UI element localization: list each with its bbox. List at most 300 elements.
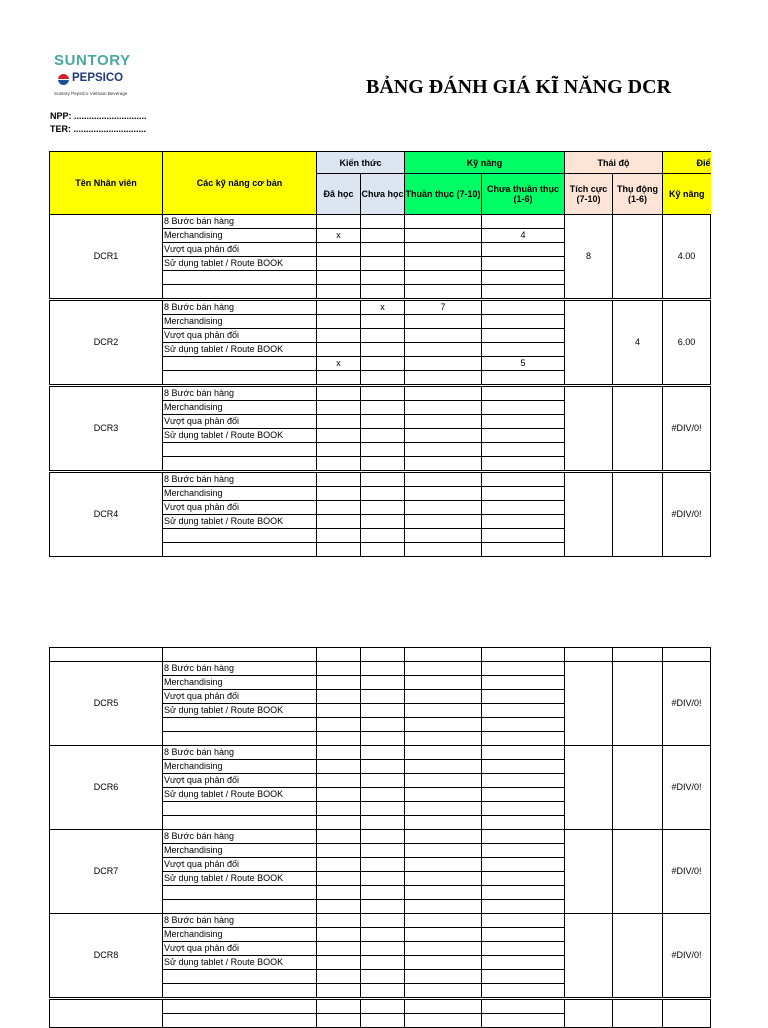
not-proficient-cell <box>482 956 565 970</box>
skill-label <box>163 732 317 746</box>
not-studied-cell <box>361 984 405 999</box>
not-proficient-cell <box>482 984 565 999</box>
not-studied-cell <box>361 429 405 443</box>
not-studied-cell <box>361 788 405 802</box>
proficient-cell <box>405 285 482 300</box>
table-row <box>50 746 711 760</box>
employee-name: DCR2 <box>50 300 163 386</box>
proficient-cell <box>405 732 482 746</box>
empty-cell <box>361 648 405 662</box>
studied-cell <box>317 830 361 844</box>
proficient-cell: 7 <box>405 300 482 315</box>
skill-label: Sử dụng tablet / Route BOOK <box>163 429 317 443</box>
skill-label <box>163 984 317 999</box>
studied-cell <box>317 515 361 529</box>
not-studied-cell <box>361 386 405 401</box>
studied-cell <box>317 690 361 704</box>
not-studied-cell <box>361 371 405 386</box>
not-proficient-cell <box>482 676 565 690</box>
studied-cell <box>317 802 361 816</box>
not-studied-cell <box>361 858 405 872</box>
not-proficient-cell <box>482 285 565 300</box>
proficient-cell <box>405 844 482 858</box>
studied-cell <box>317 429 361 443</box>
proficient-cell <box>405 942 482 956</box>
proficient-cell <box>405 443 482 457</box>
skill-label: Sử dụng tablet / Route BOOK <box>163 704 317 718</box>
not-studied-cell <box>361 746 405 760</box>
skill-label <box>163 357 317 371</box>
score-cell: #DIV/0! <box>663 746 711 830</box>
score-cell: #DIV/0! <box>663 472 711 557</box>
empty-cell <box>50 648 163 662</box>
not-proficient-cell <box>482 315 565 329</box>
not-proficient-cell <box>482 872 565 886</box>
page-title: BẢNG ĐÁNH GIÁ KĨ NĂNG DCR <box>366 76 672 98</box>
score-cell: #DIV/0! <box>663 386 711 472</box>
skill-label: Vượt qua phản đối <box>163 690 317 704</box>
skill-label: 8 Bước bán hàng <box>163 215 317 229</box>
not-proficient-cell <box>482 487 565 501</box>
skill-label: 8 Bước bán hàng <box>163 386 317 401</box>
not-studied-cell <box>361 732 405 746</box>
passive-cell <box>613 830 663 914</box>
not-proficient-cell <box>482 343 565 357</box>
not-studied-cell <box>361 329 405 343</box>
skill-label <box>163 816 317 830</box>
not-proficient-cell <box>482 774 565 788</box>
not-proficient-cell <box>482 472 565 487</box>
not-proficient-cell <box>482 243 565 257</box>
not-proficient-cell <box>482 415 565 429</box>
not-studied-cell <box>361 830 405 844</box>
skill-label: Merchandising <box>163 229 317 243</box>
studied-cell <box>317 844 361 858</box>
skill-label <box>163 970 317 984</box>
empty-cell <box>663 648 711 662</box>
proficient-cell <box>405 415 482 429</box>
not-proficient-cell <box>482 858 565 872</box>
studied-cell <box>317 457 361 472</box>
not-studied-cell <box>361 872 405 886</box>
passive-cell <box>613 386 663 472</box>
skill-label <box>163 718 317 732</box>
studied-cell <box>317 704 361 718</box>
header-not-proficient: Chưa thuần thục (1-6) <box>482 174 565 215</box>
not-studied-cell <box>361 999 405 1014</box>
ter-field: TER: ............................. <box>50 124 147 134</box>
skill-label: Vượt qua phản đối <box>163 415 317 429</box>
studied-cell <box>317 760 361 774</box>
continuation-row <box>50 648 711 662</box>
proficient-cell <box>405 1014 482 1028</box>
proficient-cell <box>405 487 482 501</box>
not-proficient-cell <box>482 662 565 676</box>
not-proficient-cell <box>482 788 565 802</box>
header-not-studied: Chưa học <box>361 174 405 215</box>
studied-cell <box>317 970 361 984</box>
header-row-1 <box>50 152 711 174</box>
proficient-cell <box>405 257 482 271</box>
not-proficient-cell: 4 <box>482 229 565 243</box>
not-studied-cell <box>361 472 405 487</box>
not-studied-cell <box>361 662 405 676</box>
table-row <box>50 830 711 844</box>
proficient-cell <box>405 371 482 386</box>
skill-label <box>163 886 317 900</box>
studied-cell <box>317 271 361 285</box>
proficient-cell <box>405 788 482 802</box>
proficient-cell <box>405 386 482 401</box>
studied-cell: x <box>317 229 361 243</box>
skill-label <box>163 1014 317 1028</box>
studied-cell <box>317 401 361 415</box>
not-studied-cell <box>361 443 405 457</box>
not-studied-cell <box>361 914 405 928</box>
employee-name: DCR3 <box>50 386 163 472</box>
proficient-cell <box>405 457 482 472</box>
proficient-cell <box>405 529 482 543</box>
studied-cell <box>317 872 361 886</box>
proficient-cell <box>405 429 482 443</box>
not-proficient-cell <box>482 529 565 543</box>
passive-cell <box>613 472 663 557</box>
skill-label: 8 Bước bán hàng <box>163 914 317 928</box>
skill-label: 8 Bước bán hàng <box>163 830 317 844</box>
proficient-cell <box>405 229 482 243</box>
proficient-cell <box>405 802 482 816</box>
proficient-cell <box>405 886 482 900</box>
proficient-cell <box>405 243 482 257</box>
logo-suntory-text: SUNTORY <box>54 52 131 69</box>
not-proficient-cell <box>482 457 565 472</box>
skill-label <box>163 443 317 457</box>
proficient-cell <box>405 746 482 760</box>
pepsi-globe-icon <box>58 74 69 85</box>
skill-label: 8 Bước bán hàng <box>163 472 317 487</box>
not-proficient-cell <box>482 816 565 830</box>
studied-cell <box>317 816 361 830</box>
header-studied: Đã học <box>317 174 361 215</box>
skill-label: Sử dụng tablet / Route BOOK <box>163 515 317 529</box>
score-cell <box>663 999 711 1028</box>
not-studied-cell <box>361 704 405 718</box>
skills-table-page-1 <box>49 151 711 557</box>
proficient-cell <box>405 928 482 942</box>
studied-cell <box>317 788 361 802</box>
not-proficient-cell <box>482 999 565 1014</box>
skill-label: Sử dụng tablet / Route BOOK <box>163 257 317 271</box>
not-proficient-cell: 5 <box>482 357 565 371</box>
passive-cell <box>613 662 663 746</box>
studied-cell <box>317 774 361 788</box>
skill-label: Merchandising <box>163 315 317 329</box>
studied-cell <box>317 914 361 928</box>
skill-label: Sử dụng tablet / Route BOOK <box>163 788 317 802</box>
studied-cell <box>317 501 361 515</box>
studied-cell <box>317 443 361 457</box>
not-proficient-cell <box>482 970 565 984</box>
not-studied-cell <box>361 844 405 858</box>
not-proficient-cell <box>482 329 565 343</box>
not-studied-cell <box>361 690 405 704</box>
empty-cell <box>163 648 317 662</box>
not-studied-cell <box>361 942 405 956</box>
empty-cell <box>613 648 663 662</box>
positive-cell <box>565 999 613 1028</box>
skill-label: Merchandising <box>163 844 317 858</box>
not-studied-cell <box>361 676 405 690</box>
not-studied-cell <box>361 900 405 914</box>
not-proficient-cell <box>482 429 565 443</box>
skill-label <box>163 285 317 300</box>
not-proficient-cell <box>482 942 565 956</box>
not-studied-cell <box>361 816 405 830</box>
positive-cell <box>565 386 613 472</box>
score-cell: 6.00 <box>663 300 711 386</box>
not-proficient-cell <box>482 802 565 816</box>
not-studied-cell <box>361 457 405 472</box>
header-score-skill: Kỹ năng <box>663 174 711 215</box>
not-proficient-cell <box>482 257 565 271</box>
skills-table-page-2 <box>49 647 711 1028</box>
studied-cell <box>317 315 361 329</box>
header-attitude: Thái độ <box>565 152 663 174</box>
studied-cell <box>317 928 361 942</box>
not-studied-cell <box>361 487 405 501</box>
table-row <box>50 662 711 676</box>
not-studied-cell <box>361 718 405 732</box>
skill-label: Vượt qua phản đối <box>163 501 317 515</box>
proficient-cell <box>405 501 482 515</box>
proficient-cell <box>405 760 482 774</box>
studied-cell <box>317 984 361 999</box>
studied-cell <box>317 285 361 300</box>
not-studied-cell <box>361 257 405 271</box>
not-studied-cell <box>361 774 405 788</box>
proficient-cell <box>405 662 482 676</box>
skill-label: Sử dụng tablet / Route BOOK <box>163 956 317 970</box>
skill-label: Merchandising <box>163 676 317 690</box>
studied-cell <box>317 900 361 914</box>
not-studied-cell <box>361 501 405 515</box>
proficient-cell <box>405 357 482 371</box>
proficient-cell <box>405 830 482 844</box>
header-positive: Tích cực (7-10) <box>565 174 613 215</box>
studied-cell: x <box>317 357 361 371</box>
not-studied-cell <box>361 543 405 557</box>
not-proficient-cell <box>482 443 565 457</box>
skill-label <box>163 457 317 472</box>
studied-cell <box>317 529 361 543</box>
passive-cell: 4 <box>613 300 663 386</box>
empty-cell <box>317 648 361 662</box>
not-studied-cell <box>361 415 405 429</box>
not-proficient-cell <box>482 300 565 315</box>
skill-label <box>163 999 317 1014</box>
proficient-cell <box>405 343 482 357</box>
employee-name: DCR4 <box>50 472 163 557</box>
passive-cell <box>613 999 663 1028</box>
not-proficient-cell <box>482 1014 565 1028</box>
not-studied-cell <box>361 315 405 329</box>
not-studied-cell <box>361 271 405 285</box>
employee-name: DCR5 <box>50 662 163 746</box>
not-proficient-cell <box>482 401 565 415</box>
studied-cell <box>317 1014 361 1028</box>
not-proficient-cell <box>482 718 565 732</box>
skill-label: Vượt qua phản đối <box>163 774 317 788</box>
employee-name: DCR7 <box>50 830 163 914</box>
studied-cell <box>317 487 361 501</box>
proficient-cell <box>405 690 482 704</box>
studied-cell <box>317 999 361 1014</box>
proficient-cell <box>405 315 482 329</box>
studied-cell <box>317 386 361 401</box>
proficient-cell <box>405 774 482 788</box>
positive-cell: 8 <box>565 215 613 300</box>
not-studied-cell <box>361 401 405 415</box>
empty-cell <box>482 648 565 662</box>
proficient-cell <box>405 858 482 872</box>
not-studied-cell <box>361 285 405 300</box>
proficient-cell <box>405 515 482 529</box>
proficient-cell <box>405 816 482 830</box>
header-score-group: Điể <box>663 152 711 174</box>
studied-cell <box>317 371 361 386</box>
company-logo <box>52 52 144 100</box>
not-proficient-cell <box>482 690 565 704</box>
not-proficient-cell <box>482 386 565 401</box>
score-cell: #DIV/0! <box>663 830 711 914</box>
proficient-cell <box>405 271 482 285</box>
proficient-cell <box>405 215 482 229</box>
employee-name <box>50 999 163 1028</box>
skill-label: Sử dụng tablet / Route BOOK <box>163 343 317 357</box>
header-skill-group: Kỹ năng <box>405 152 565 174</box>
studied-cell <box>317 676 361 690</box>
score-cell: #DIV/0! <box>663 914 711 999</box>
not-proficient-cell <box>482 746 565 760</box>
skill-label <box>163 529 317 543</box>
not-studied-cell <box>361 802 405 816</box>
studied-cell <box>317 543 361 557</box>
skill-label <box>163 543 317 557</box>
studied-cell <box>317 886 361 900</box>
skill-label <box>163 371 317 386</box>
skill-label: Vượt qua phản đối <box>163 942 317 956</box>
not-studied-cell <box>361 760 405 774</box>
positive-cell <box>565 746 613 830</box>
table-row <box>50 386 711 401</box>
not-proficient-cell <box>482 371 565 386</box>
studied-cell <box>317 329 361 343</box>
table-row <box>50 472 711 487</box>
positive-cell <box>565 830 613 914</box>
not-studied-cell <box>361 970 405 984</box>
proficient-cell <box>405 401 482 415</box>
skill-label: 8 Bước bán hàng <box>163 662 317 676</box>
skill-label <box>163 900 317 914</box>
proficient-cell <box>405 718 482 732</box>
skill-label <box>163 271 317 285</box>
skill-label: Merchandising <box>163 928 317 942</box>
employee-name: DCR6 <box>50 746 163 830</box>
not-proficient-cell <box>482 215 565 229</box>
not-studied-cell <box>361 229 405 243</box>
studied-cell <box>317 956 361 970</box>
proficient-cell <box>405 543 482 557</box>
logo-subtitle: Suntory PepsiCo Vietnam Beverage <box>54 91 128 96</box>
studied-cell <box>317 215 361 229</box>
studied-cell <box>317 243 361 257</box>
not-studied-cell <box>361 343 405 357</box>
proficient-cell <box>405 970 482 984</box>
header-knowledge: Kiến thức <box>317 152 405 174</box>
skill-label: Sử dụng tablet / Route BOOK <box>163 872 317 886</box>
proficient-cell <box>405 676 482 690</box>
proficient-cell <box>405 956 482 970</box>
studied-cell <box>317 718 361 732</box>
studied-cell <box>317 415 361 429</box>
studied-cell <box>317 662 361 676</box>
skill-label <box>163 802 317 816</box>
header-employee-name: Tên Nhân viên <box>50 152 163 215</box>
employee-name: DCR1 <box>50 215 163 300</box>
studied-cell <box>317 343 361 357</box>
positive-cell <box>565 914 613 999</box>
not-proficient-cell <box>482 900 565 914</box>
skill-label: Vượt qua phản đối <box>163 243 317 257</box>
not-proficient-cell <box>482 543 565 557</box>
not-proficient-cell <box>482 886 565 900</box>
not-studied-cell <box>361 243 405 257</box>
not-proficient-cell <box>482 501 565 515</box>
not-studied-cell <box>361 956 405 970</box>
not-studied-cell <box>361 515 405 529</box>
studied-cell <box>317 942 361 956</box>
studied-cell <box>317 732 361 746</box>
positive-cell <box>565 472 613 557</box>
score-cell: 4.00 <box>663 215 711 300</box>
not-proficient-cell <box>482 844 565 858</box>
studied-cell <box>317 472 361 487</box>
not-studied-cell <box>361 1014 405 1028</box>
skill-label: Merchandising <box>163 487 317 501</box>
studied-cell <box>317 746 361 760</box>
not-proficient-cell <box>482 271 565 285</box>
proficient-cell <box>405 999 482 1014</box>
table-row <box>50 914 711 928</box>
header-passive: Thụ động (1-6) <box>613 174 663 215</box>
skill-label: Vượt qua phản đối <box>163 329 317 343</box>
skill-label: 8 Bước bán hàng <box>163 300 317 315</box>
not-proficient-cell <box>482 760 565 774</box>
studied-cell <box>317 858 361 872</box>
positive-cell <box>565 662 613 746</box>
not-studied-cell <box>361 357 405 371</box>
proficient-cell <box>405 472 482 487</box>
skill-label: Merchandising <box>163 401 317 415</box>
table-row <box>50 999 711 1014</box>
empty-cell <box>405 648 482 662</box>
not-proficient-cell <box>482 928 565 942</box>
header-basic-skills: Các kỹ năng cơ bản <box>163 152 317 215</box>
proficient-cell <box>405 914 482 928</box>
empty-cell <box>565 648 613 662</box>
logo-pepsico-text: PEPSICO <box>72 72 124 84</box>
not-proficient-cell <box>482 732 565 746</box>
